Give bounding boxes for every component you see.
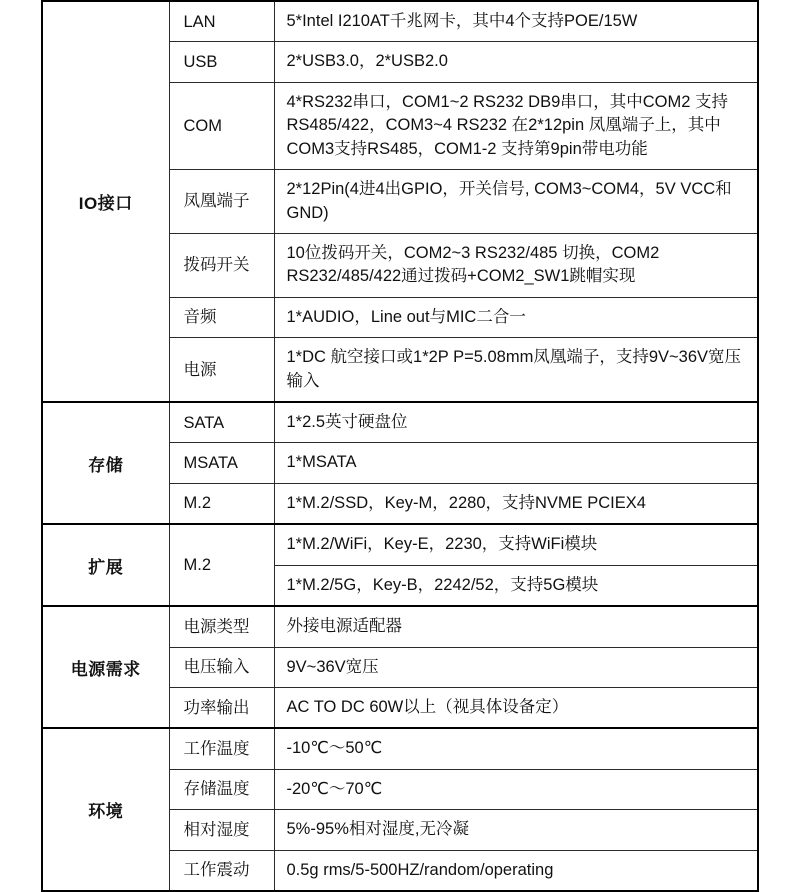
item-label-voltage-input: 电压输入: [169, 647, 274, 687]
item-value-sata: 1*2.5英寸硬盘位: [274, 402, 758, 443]
item-value-usb: 2*USB3.0，2*USB2.0: [274, 42, 758, 82]
item-label-lan: LAN: [169, 1, 274, 42]
group-label-storage: 存储: [42, 402, 169, 524]
group-label-power-requirements: 电源需求: [42, 606, 169, 728]
item-value-storage-temperature: -20℃～70℃: [274, 769, 758, 809]
item-value-com: 4*RS232串口，COM1~2 RS232 DB9串口，其中COM2 支持RS485/422，COM3~4 RS232 在2*12pin 凤凰端子上，其中COM3支持RS485，COM1-2 支持第9pin带电功能: [274, 82, 758, 169]
table-row: [275, 565, 758, 605]
item-value-power-connector: 1*DC 航空接口或1*2P P=5.08mm凤凰端子，支持9V~36V宽压输入: [274, 338, 758, 402]
group-label-environment: 环境: [42, 728, 169, 891]
item-label-msata: MSATA: [169, 443, 274, 483]
table-row: [42, 524, 758, 606]
item-label-operating-vibration: 工作震动: [169, 850, 274, 891]
item-label-phoenix-terminal: 凤凰端子: [169, 170, 274, 234]
item-label-usb: USB: [169, 42, 274, 82]
item-value-voltage-input: 9V~36V宽压: [274, 647, 758, 687]
item-value-audio: 1*AUDIO，Line out与MIC二合一: [274, 297, 758, 337]
item-label-power-output: 功率输出: [169, 688, 274, 729]
item-value-m2-expansion: [274, 524, 758, 606]
item-value-operating-vibration: 0.5g rms/5-500HZ/random/operating: [274, 850, 758, 891]
table-row: [42, 728, 758, 769]
item-label-audio: 音频: [169, 297, 274, 337]
item-value-power-type: 外接电源适配器: [274, 606, 758, 647]
item-value-m2-wifi: 1*M.2/WiFi，Key-E，2230，支持WiFi模块: [275, 525, 758, 565]
item-label-relative-humidity: 相对湿度: [169, 810, 274, 850]
item-value-m2-5g: 1*M.2/5G，Key-B，2242/52，支持5G模块: [275, 565, 758, 605]
specification-table: [41, 0, 759, 892]
table-row: [42, 606, 758, 647]
item-label-operating-temperature: 工作温度: [169, 728, 274, 769]
item-label-m2-ssd: M.2: [169, 483, 274, 524]
item-value-m2-ssd: 1*M.2/SSD，Key-M，2280，支持NVME PCIEX4: [274, 483, 758, 524]
item-label-dip-switch: 拨码开关: [169, 233, 274, 297]
item-value-operating-temperature: -10℃～50℃: [274, 728, 758, 769]
item-label-power-connector: 电源: [169, 338, 274, 402]
item-label-com: COM: [169, 82, 274, 169]
group-label-io: IO接口: [42, 1, 169, 402]
item-value-power-output: AC TO DC 60W以上（视具体设备定）: [274, 688, 758, 729]
spec-table-container: [41, 0, 757, 892]
item-value-dip-switch: 10位拨码开关，COM2~3 RS232/485 切换，COM2 RS232/485/422通过拨码+COM2_SW1跳帽实现: [274, 233, 758, 297]
expansion-subtable: [275, 525, 758, 605]
item-label-storage-temperature: 存储温度: [169, 769, 274, 809]
item-value-lan: 5*Intel I210AT千兆网卡，其中4个支持POE/15W: [274, 1, 758, 42]
item-label-power-type: 电源类型: [169, 606, 274, 647]
item-value-msata: 1*MSATA: [274, 443, 758, 483]
table-row: [42, 402, 758, 443]
item-value-phoenix-terminal: 2*12Pin(4进4出GPIO，开关信号, COM3~COM4，5V VCC和GND): [274, 170, 758, 234]
table-row: [275, 525, 758, 565]
group-label-expansion: 扩展: [42, 524, 169, 606]
table-row: [42, 1, 758, 42]
item-label-m2-expansion: M.2: [169, 524, 274, 606]
item-value-relative-humidity: 5%-95%相对湿度,无冷凝: [274, 810, 758, 850]
item-label-sata: SATA: [169, 402, 274, 443]
